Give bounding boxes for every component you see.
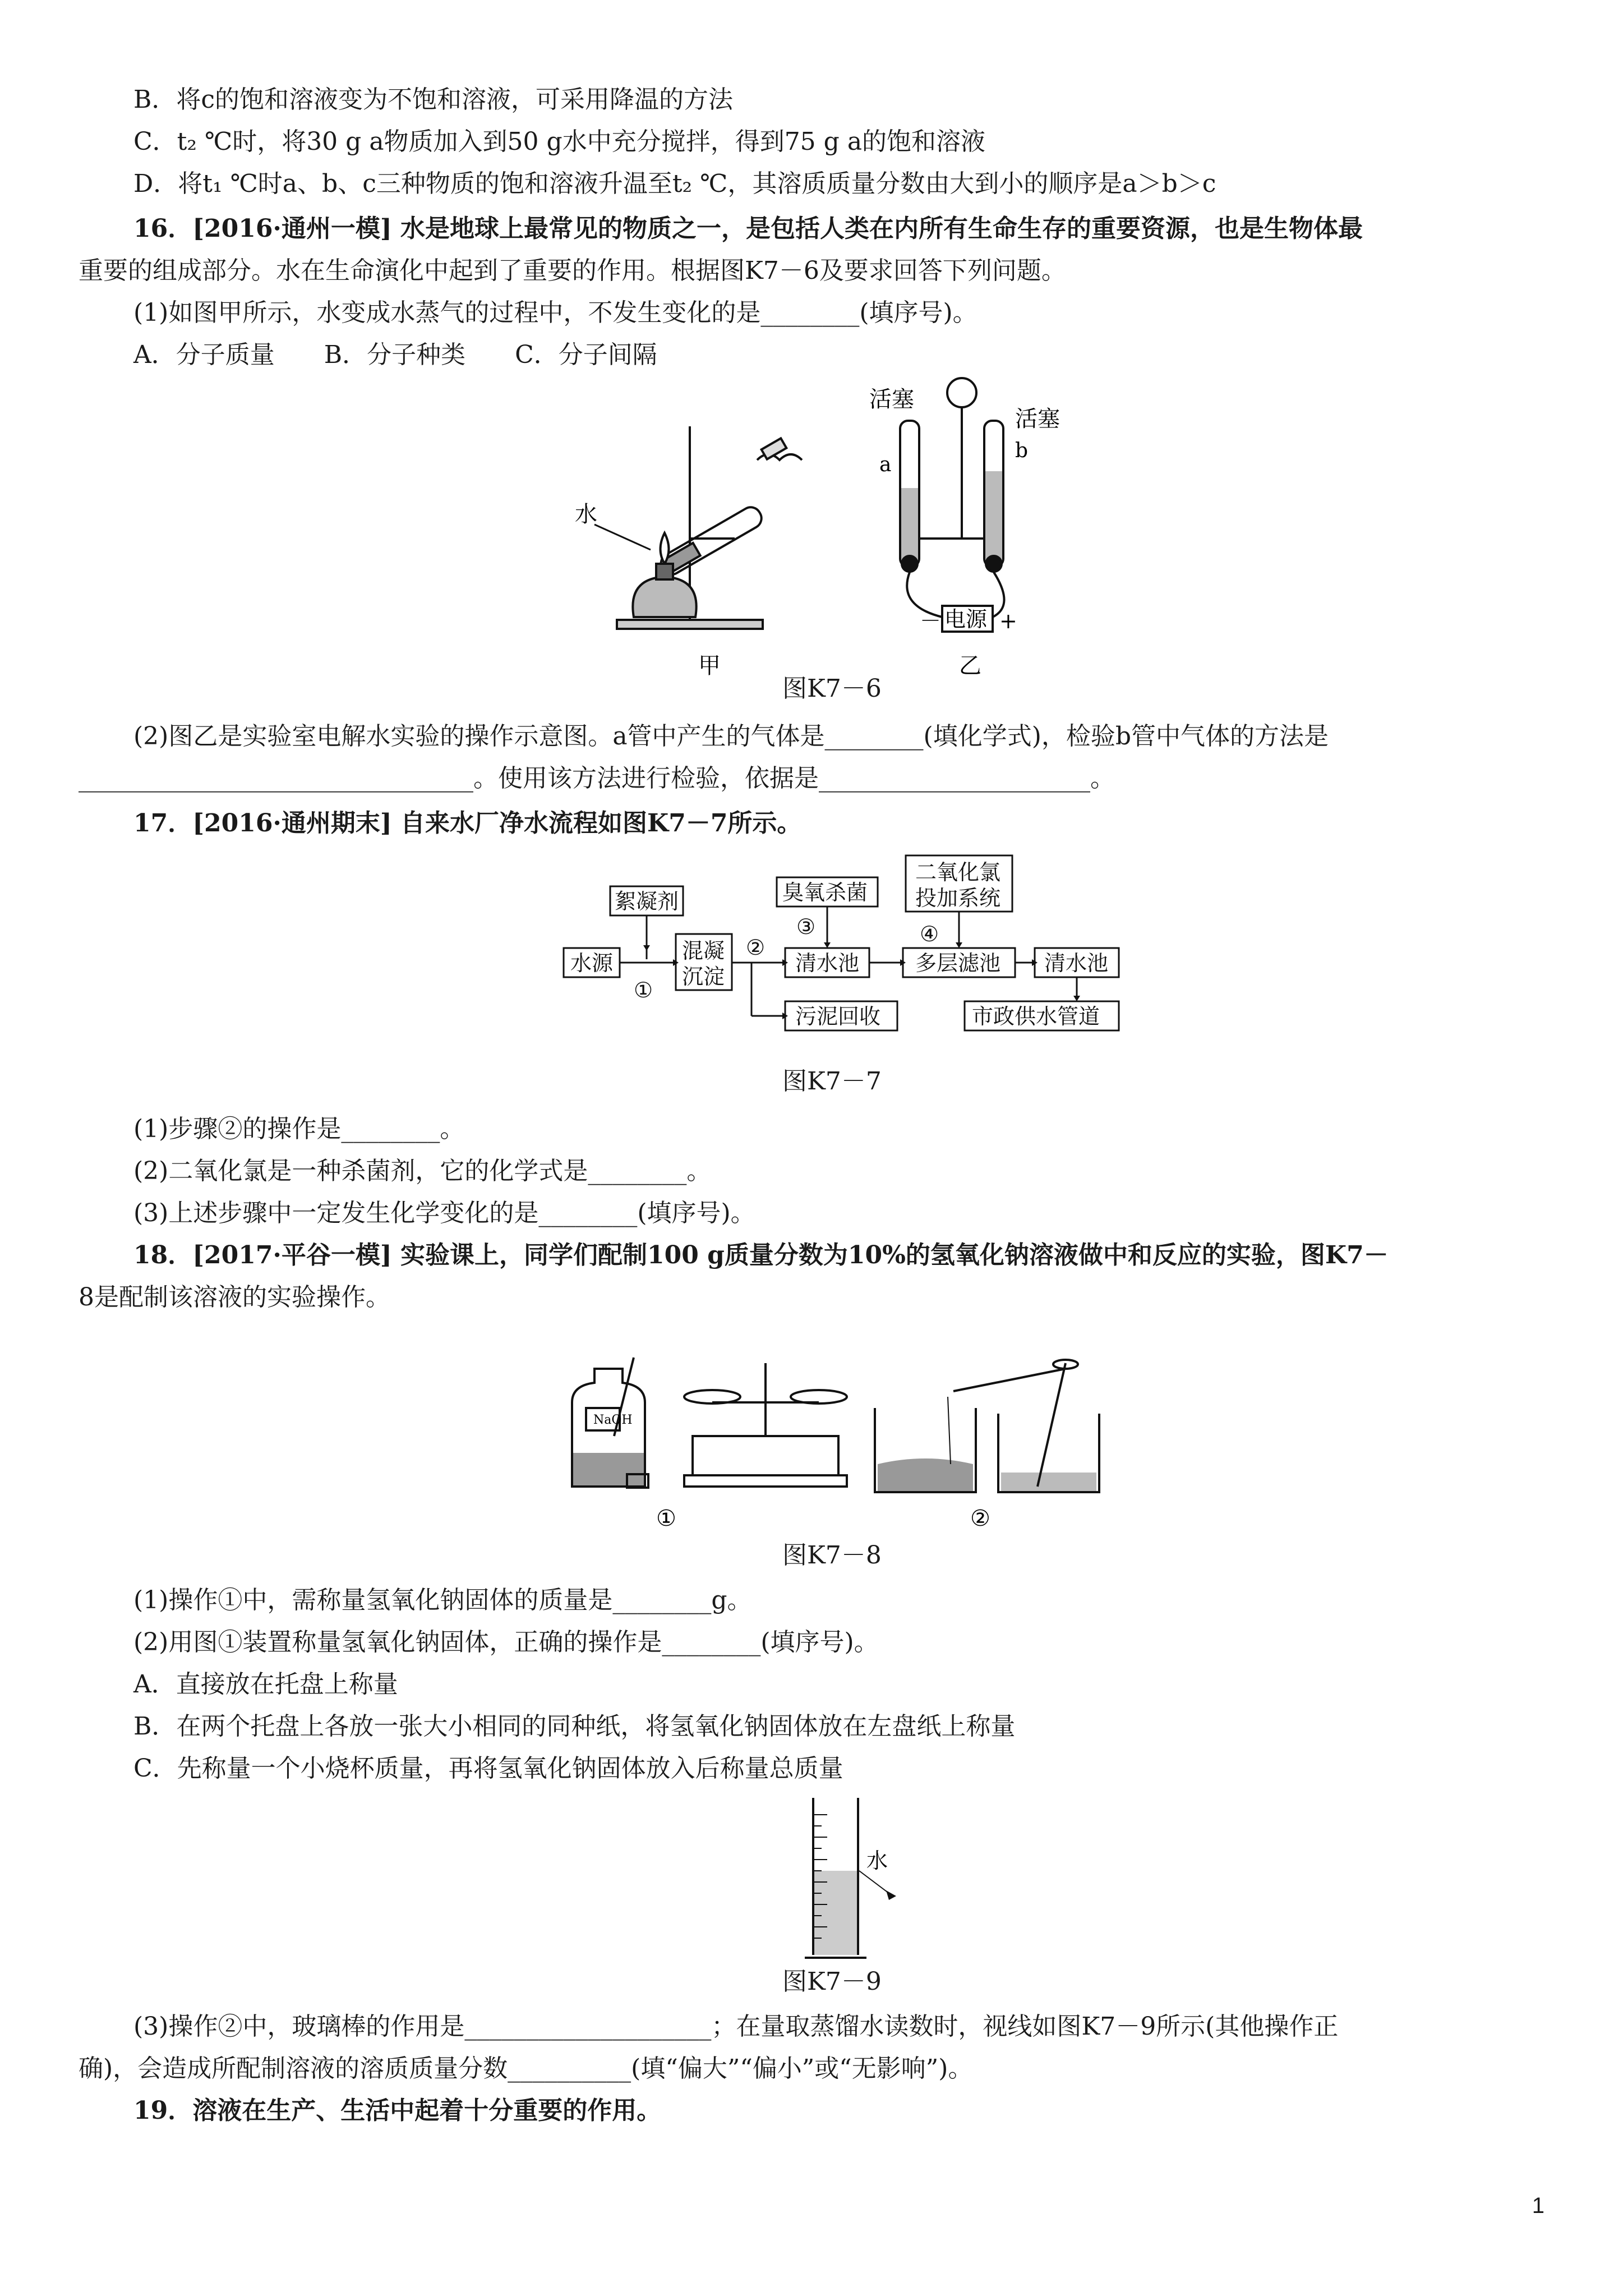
caption-k7-6: 图K7－6 [782,674,882,703]
step-1-label: ① [656,1506,676,1531]
q18-option-a: A．直接放在托盘上称量 [133,1670,398,1699]
q17-sub2: (2)二氧化氯是一种杀菌剂，它的化学式是________。 [133,1157,712,1185]
caption-k7-7: 图K7－7 [782,1067,882,1096]
figure-k7-9 [796,1792,909,1972]
tube-b-label: b [1015,439,1029,462]
figure-k7-7 [561,853,1122,1043]
box-clo2-2: 投加系统 [915,886,1001,910]
box-clear-pool-2: 清水池 [1044,951,1109,976]
label-jia: 甲 [698,653,721,679]
heating-apparatus [617,426,802,629]
water-label: 水 [575,501,597,527]
minus-sign: － [920,609,942,633]
q17-line: 17．[2016·通州期末] 自来水厂净水流程如图K7－7所示。 [133,809,802,838]
step-1-marker: ① [634,978,653,1002]
box-clear-pool-1: 清水池 [795,951,860,976]
q16-sub2-line-2: ________________________________。使用该方法进行检验，依据是______________________。 [79,764,1115,793]
stopper-right-label: 活塞 [1015,406,1060,432]
water-label-k7-9: 水 [866,1848,888,1873]
power-label: 电源 [944,607,988,632]
box-ozone: 臭氧杀菌 [782,880,868,905]
box-filter: 多层滤池 [915,951,1001,976]
option-b-line: B．将c的饱和溶液变为不饱和溶液，可采用降温的方法 [133,85,733,114]
q18-line-1: 18．[2017·平谷一模] 实验课上，同学们配制100 g质量分数为10%的氢氧化钠溶液做中和反应的实验，图K7－ [133,1241,1389,1269]
box-sludge: 污泥回收 [795,1004,881,1029]
box-flocculant: 絮凝剂 [615,889,679,914]
caption-k7-9: 图K7－9 [782,1967,882,1996]
q18-sub2: (2)用图①装置称量氢氧化钠固体，正确的操作是________(填序号)。 [133,1628,879,1657]
stopper-left-label: 活塞 [869,386,914,412]
box-source: 水源 [570,951,614,976]
q18-option-c: C．先称量一个小烧杯质量，再将氢氧化钠固体放入后称量总质量 [133,1754,843,1783]
q18-sub1: (1)操作①中，需称量氢氧化钠固体的质量是________g。 [133,1586,752,1614]
q17-sub1: (1)步骤②的操作是________。 [133,1115,465,1143]
caption-k7-8: 图K7－8 [782,1541,882,1570]
tube-a-label: a [879,453,892,476]
electrolysis-apparatus [900,378,1004,632]
box-settle-2: 沉淀 [682,964,725,989]
q18-option-b: B．在两个托盘上各放一张大小相同的同种纸，将氢氧化钠固体放在左盘纸上称量 [133,1712,1016,1741]
step-2-label: ② [970,1506,990,1531]
option-c-line: C．t₂ ℃时，将30 g a物质加入到50 g水中充分搅拌，得到75 g a的饱和溶液 [133,127,986,156]
option-d-line: D．将t₁ ℃时a、b、c三种物质的饱和溶液升温至t₂ ℃，其溶质质量分数由大到小的顺序是a＞b＞c [133,169,1216,198]
naoh-label: NaOH [593,1413,633,1427]
q19-line: 19．溶液在生产、生活中起着十分重要的作用。 [133,2096,662,2125]
plus-sign: + [999,609,1017,633]
q16-line-2: 重要的组成部分。水在生命演化中起到了重要的作用。根据图K7－6及要求回答下列问题。 [79,256,1066,285]
q16-line-1: 16．[2016·通州一模] 水是地球上最常见的物质之一，是包括人类在内所有生命生存的重要资源，也是生物体最 [133,214,1363,243]
q16-sub1: (1)如图甲所示，水变成水蒸气的过程中，不发生变化的是________(填序号)。 [133,298,978,327]
q16-sub1-options: A．分子质量 B．分子种类 C．分子间隔 [133,341,657,369]
step-4-marker: ④ [920,922,939,946]
page-number: 1 [1532,2193,1544,2218]
label-yi: 乙 [959,653,981,679]
box-municipal: 市政供水管道 [972,1004,1100,1029]
step-3-marker: ③ [796,914,816,939]
q18-line-2: 8是配制该溶液的实验操作。 [79,1283,390,1312]
q16-sub2-line-1: (2)图乙是实验室电解水实验的操作示意图。a管中产生的气体是________(填化学式)，检验b管中气体的方法是 [133,722,1329,751]
q18-sub3-line-2: 确)，会造成所配制溶液的溶质质量分数__________(填“偏大”“偏小”或“无影响”)。 [79,2054,973,2083]
water-pointer [594,524,651,550]
figure-k7-6 [572,370,1077,684]
q18-sub3-line-1: (3)操作②中，玻璃棒的作用是____________________；在量取蒸馏水读数时，视线如图K7－9所示(其他操作正 [133,2012,1339,2041]
box-clo2-1: 二氧化氯 [915,860,1001,885]
figure-k7-8 [561,1352,1110,1537]
box-settle-1: 混凝 [682,938,725,963]
step-2-marker: ② [746,935,766,960]
q17-sub3: (3)上述步骤中一定发生化学变化的是________(填序号)。 [133,1199,755,1227]
